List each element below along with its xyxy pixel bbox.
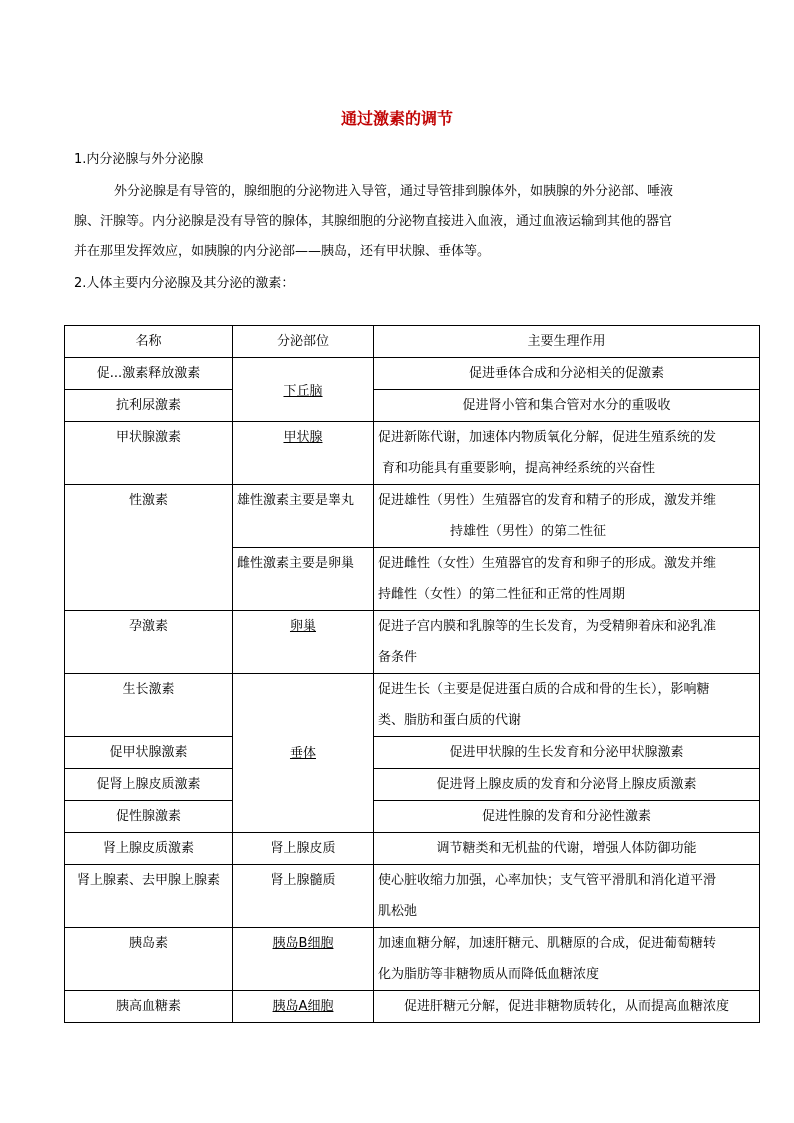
secretion-site: 垂体 [233,674,374,833]
paragraph-line-2: 腺、汗腺等。内分泌腺是没有导管的腺体，其腺细胞的分泌物直接进入血液，通过血液运输到其他的器官 [74,214,673,229]
header-name: 名称 [65,326,233,358]
hormone-effect: 促进雌性（女性）生殖器官的发育和卵子的形成。激发并维 持雌性（女性）的第二性征和正常的性周期 [374,548,760,611]
hormone-effect: 促进肾上腺皮质的发育和分泌肾上腺皮质激素 [374,769,760,801]
hormone-effect: 促进雄性（男性）生殖器官的发育和精子的形成，激发并维 持雄性（男性）的第二性征 [374,485,760,548]
hormone-effect: 调节糖类和无机盐的代谢，增强人体防御功能 [374,833,760,865]
page-title: 通过激素的调节 [340,109,453,128]
paragraph-line-3: 并在那里发挥效应，如胰腺的内分泌部——胰岛，还有甲状腺、垂体等。 [74,244,491,259]
hormone-effect: 促进肾小管和集合管对水分的重吸收 [374,390,760,422]
hormone-effect: 促进甲状腺的生长发育和分泌甲状腺激素 [374,737,760,769]
hormone-name: 促...激素释放激素 [65,358,233,390]
secretion-site: 甲状腺 [233,422,374,485]
hormone-name: 孕激素 [65,611,233,674]
secretion-site: 肾上腺髓质 [233,865,374,928]
table-row [65,769,760,801]
header-site: 分泌部位 [233,326,374,358]
hormone-effect: 使心脏收缩力加强，心率加快；支气管平滑肌和消化道平滑 肌松弛 [374,865,760,928]
table-row [65,358,760,390]
hormone-effect: 促进性腺的发育和分泌性激素 [374,801,760,833]
hormone-name: 促性腺激素 [65,801,233,833]
table-row [65,422,760,485]
table-header-row [65,326,760,358]
hormone-name: 胰岛素 [65,928,233,991]
secretion-site: 肾上腺皮质 [233,833,374,865]
header-effect: 主要生理作用 [374,326,760,358]
table-row [65,928,760,991]
table-row [65,865,760,928]
secretion-site: 胰岛B细胞 [233,928,374,991]
table-row [65,833,760,865]
hormone-name: 促肾上腺皮质激素 [65,769,233,801]
hormone-name: 甲状腺激素 [65,422,233,485]
table-row [65,801,760,833]
hormone-name: 性激素 [65,485,233,611]
hormone-name: 肾上腺素、去甲腺上腺素 [65,865,233,928]
secretion-site: 胰岛A细胞 [233,991,374,1023]
hormone-name: 生长激素 [65,674,233,737]
table-row [65,737,760,769]
table-row [65,611,760,674]
hormone-effect: 加速血糖分解，加速肝糖元、肌糖原的合成，促进葡萄糖转 化为脂肪等非糖物质从而降低血糖浓度 [374,928,760,991]
hormone-effect: 促进新陈代谢，加速体内物质氧化分解，促进生殖系统的发 育和功能具有重要影响，提高神经系统的兴奋性 [374,422,760,485]
table-row [65,390,760,422]
secretion-site: 雄性激素主要是睾丸 [233,485,374,548]
hormone-table [64,325,760,1023]
hormone-effect: 促进生长（主要是促进蛋白质的合成和骨的生长），影响糖 类、脂肪和蛋白质的代谢 [374,674,760,737]
table-row [65,485,760,548]
paragraph-line-1: 外分泌腺是有导管的，腺细胞的分泌物进入导管，通过导管排到腺体外，如胰腺的外分泌部、唾液 [114,184,674,199]
hormone-name: 抗利尿激素 [65,390,233,422]
secretion-site: 雌性激素主要是卵巢 [233,548,374,611]
hormone-name: 促甲状腺激素 [65,737,233,769]
hormone-name: 胰高血糖素 [65,991,233,1023]
section2-heading: 2.人体主要内分泌腺及其分泌的激素： [74,276,295,291]
section1-heading: 1.内分泌腺与外分泌腺 [74,152,204,167]
hormone-name: 肾上腺皮质激素 [65,833,233,865]
hormone-effect: 促进子宫内膜和乳腺等的生长发育，为受精卵着床和泌乳准 备条件 [374,611,760,674]
secretion-site: 卵巢 [233,611,374,674]
secretion-site: 下丘脑 [233,358,374,422]
table-row [65,991,760,1023]
hormone-effect: 促进垂体合成和分泌相关的促激素 [374,358,760,390]
hormone-effect: 促进肝糖元分解，促进非糖物质转化，从而提高血糖浓度 [374,991,760,1023]
table-row [65,674,760,737]
